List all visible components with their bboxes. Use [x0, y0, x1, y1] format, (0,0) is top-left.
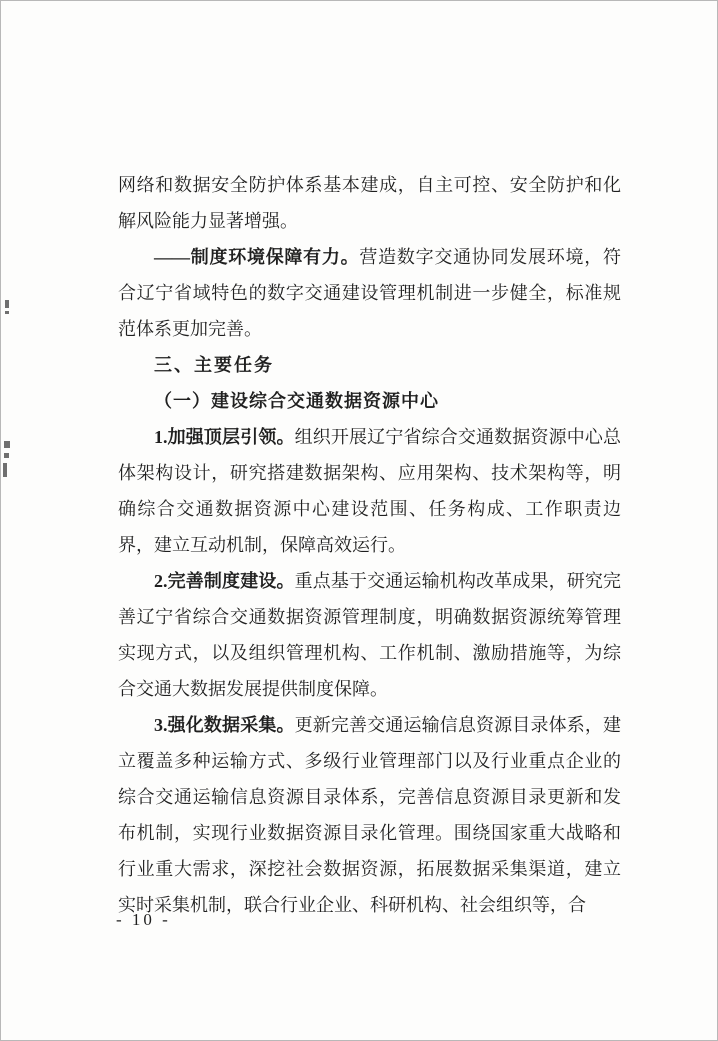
paragraph-lead: 2.完善制度建设。 [154, 571, 295, 591]
paragraph-data-collection [118, 707, 621, 923]
paragraph-top-level-design [118, 419, 621, 563]
subsection-heading-text: （一）建设综合交通数据资源中心 [154, 391, 439, 411]
paragraph-body: 组织开展辽宁省综合交通数据资源中心总体架构设计，研究搭建数据架构、应用架构、技术架构等，明确综合交通数据资源中心建设范围、任务构成、工作职责边界，建立互动机制，保障高效运行。 [118, 427, 622, 555]
paragraph-lead: 3.强化数据采集。 [154, 715, 295, 735]
scan-speck [5, 311, 9, 314]
scan-speck [3, 463, 7, 477]
scan-speck [4, 453, 9, 458]
scan-speck [5, 300, 9, 308]
paragraph-system-construction [118, 563, 621, 707]
paragraph-lead: ——制度环境保障有力。 [154, 247, 360, 267]
scan-speck [4, 441, 10, 448]
page-number: - 10 - [116, 910, 171, 929]
paragraph-network-security [118, 167, 621, 239]
section-heading-main-tasks [118, 347, 621, 383]
paragraph-body: 更新完善交通运输信息资源目录体系，建立覆盖多种运输方式、多级行业管理部门以及行业重点企业的综合交通运输信息资源目录体系，完善信息资源目录更新和发布机制，实现行业数据资源目录化管理。围绕国家重大战略和行业重大需求，深挖社会数据资源，拓展数据采集渠道，建立实时采集机制，联合行业企业、科研机构、社会组织等，合 [118, 715, 622, 915]
paragraph-body: 营造数字交通协同发展环境，符合辽宁省域特色的数字交通建设管理机制进一步健全，标准规范体系更加完善。 [118, 247, 621, 339]
section-heading-text: 三、主要任务 [154, 355, 274, 375]
paragraph-lead: 1.加强顶层引领。 [154, 427, 295, 447]
subsection-heading-data-resource-center [118, 383, 621, 419]
paragraph-institutional-environment [118, 239, 621, 347]
page-content [118, 167, 621, 923]
paragraph-body: 网络和数据安全防护体系基本建成，自主可控、安全防护和化解风险能力显著增强。 [118, 175, 621, 231]
paragraph-body: 重点基于交通运输机构改革成果，研究完善辽宁省综合交通数据资源管理制度，明确数据资源统筹管理实现方式，以及组织管理机构、工作机制、激励措施等，为综合交通大数据发展提供制度保障。 [118, 571, 622, 699]
